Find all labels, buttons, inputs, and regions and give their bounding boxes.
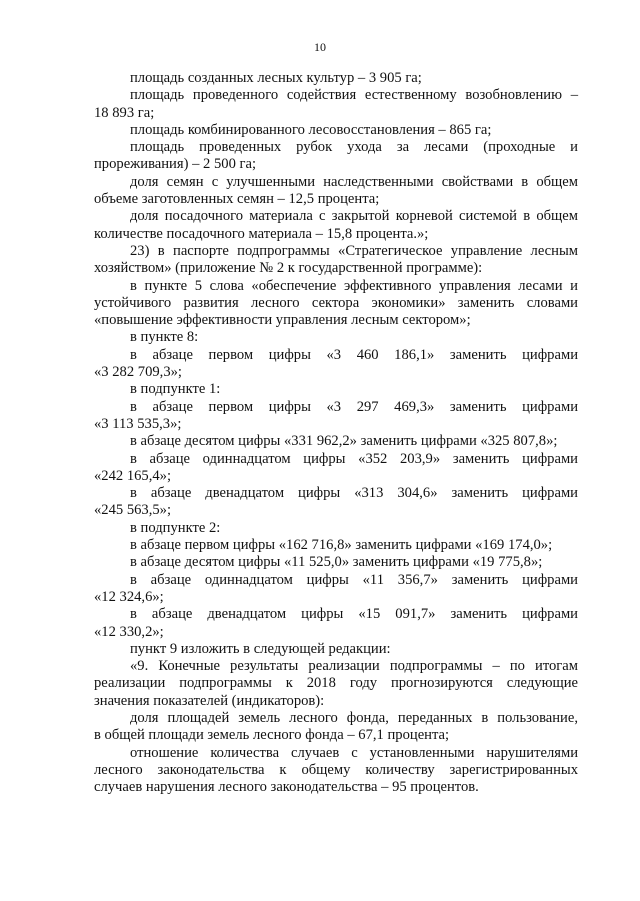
paragraph: [94, 87, 578, 122]
text-line: в подпункте 1:: [130, 381, 221, 398]
paragraph: [94, 381, 578, 398]
text-line: 23) в паспорте подпрограммы «Стратегическое управление лесным: [130, 242, 578, 259]
paragraph: [94, 572, 578, 607]
paragraph: [94, 606, 578, 641]
paragraph: [94, 710, 578, 745]
paragraph: [94, 399, 578, 434]
document-body: [94, 70, 578, 796]
paragraph: [94, 658, 578, 710]
text-line: хозяйством» (приложение № 2 к государственной программе):: [94, 260, 483, 277]
text-line: в пункте 5 слова «обеспечение эффективного управления лесами и: [130, 277, 578, 294]
paragraph: [94, 433, 578, 450]
text-line: отношение количества случаев с установленными нарушителями: [130, 744, 578, 761]
text-line: реализации подпрограммы к 2018 году прогнозируются следующие: [94, 675, 578, 692]
paragraph: [94, 329, 578, 346]
paragraph: [94, 278, 578, 330]
text-line: в абзаце первом цифры «3 297 469,3» заменить цифрами: [130, 398, 578, 415]
text-line: «повышение эффективности управления лесным сектором»;: [94, 312, 471, 329]
text-line: доля площадей земель лесного фонда, переданных в пользование,: [130, 709, 578, 726]
text-line: «3 113 535,3»;: [94, 415, 182, 432]
text-line: доля посадочного материала с закрытой корневой системой в общем: [130, 208, 578, 225]
text-line: в абзаце одиннадцатом цифры «11 356,7» заменить цифрами: [130, 571, 578, 588]
text-line: «245 563,5»;: [94, 502, 172, 519]
text-line: устойчивого развития лесного сектора экономики» заменить словами: [94, 294, 578, 311]
text-line: объеме заготовленных семян – 12,5 процента;: [94, 191, 380, 208]
paragraph: [94, 537, 578, 554]
text-line: «12 324,6»;: [94, 588, 164, 605]
paragraph: [94, 174, 578, 209]
text-line: доля семян с улучшенными наследственными свойствами в общем: [130, 173, 578, 190]
page-number: 10: [314, 40, 326, 54]
paragraph: [94, 451, 578, 486]
paragraph: [94, 641, 578, 658]
text-line: случаев нарушения лесного законодательства – 95 процентов.: [94, 779, 479, 796]
text-line: «12 330,2»;: [94, 623, 164, 640]
text-line: в абзаце десятом цифры «11 525,0» заменить цифрами «19 775,8»;: [130, 554, 543, 571]
text-line: в абзаце двенадцатом цифры «15 091,7» заменить цифрами: [130, 606, 578, 623]
text-line: в абзаце десятом цифры «331 962,2» заменить цифрами «325 807,8»;: [130, 433, 558, 450]
text-line: «3 282 709,3»;: [94, 364, 182, 381]
paragraph: [94, 139, 578, 174]
text-line: в абзаце двенадцатом цифры «313 304,6» заменить цифрами: [130, 485, 578, 502]
paragraph: [94, 243, 578, 278]
text-line: площадь комбинированного лесовосстановления – 865 га;: [130, 121, 492, 138]
text-line: в абзаце одиннадцатом цифры «352 203,9» заменить цифрами: [130, 450, 578, 467]
text-line: значения показателей (индикаторов):: [94, 692, 325, 709]
paragraph: [94, 347, 578, 382]
paragraph: [94, 70, 578, 87]
paragraph: [94, 554, 578, 571]
text-line: площадь проведенных рубок ухода за лесами (проходные и: [130, 139, 578, 156]
paragraph: [94, 485, 578, 520]
paragraph: [94, 745, 578, 797]
text-line: в общей площади земель лесного фонда – 67,1 процента;: [94, 727, 450, 744]
text-line: в пункте 8:: [130, 329, 199, 346]
text-line: пункт 9 изложить в следующей редакции:: [130, 640, 391, 657]
text-line: количестве посадочного материала – 15,8 процента.»;: [94, 225, 429, 242]
text-line: в абзаце первом цифры «3 460 186,1» заменить цифрами: [130, 346, 578, 363]
text-line: площадь проведенного содействия естественному возобновлению –: [130, 87, 578, 104]
text-line: в абзаце первом цифры «162 716,8» заменить цифрами «169 174,0»;: [130, 537, 553, 554]
text-line: площадь созданных лесных культур – 3 905 га;: [130, 70, 422, 86]
text-line: в подпункте 2:: [130, 519, 221, 536]
paragraph: [94, 122, 578, 139]
paragraph: [94, 520, 578, 537]
paragraph: [94, 208, 578, 243]
text-line: «9. Конечные результаты реализации подпрограммы – по итогам: [130, 658, 578, 675]
text-line: «242 165,4»;: [94, 467, 172, 484]
text-line: лесного законодательства к общему количеству зарегистрированных: [94, 761, 578, 778]
text-line: 18 893 га;: [94, 104, 155, 121]
text-line: прореживания) – 2 500 га;: [94, 156, 257, 173]
